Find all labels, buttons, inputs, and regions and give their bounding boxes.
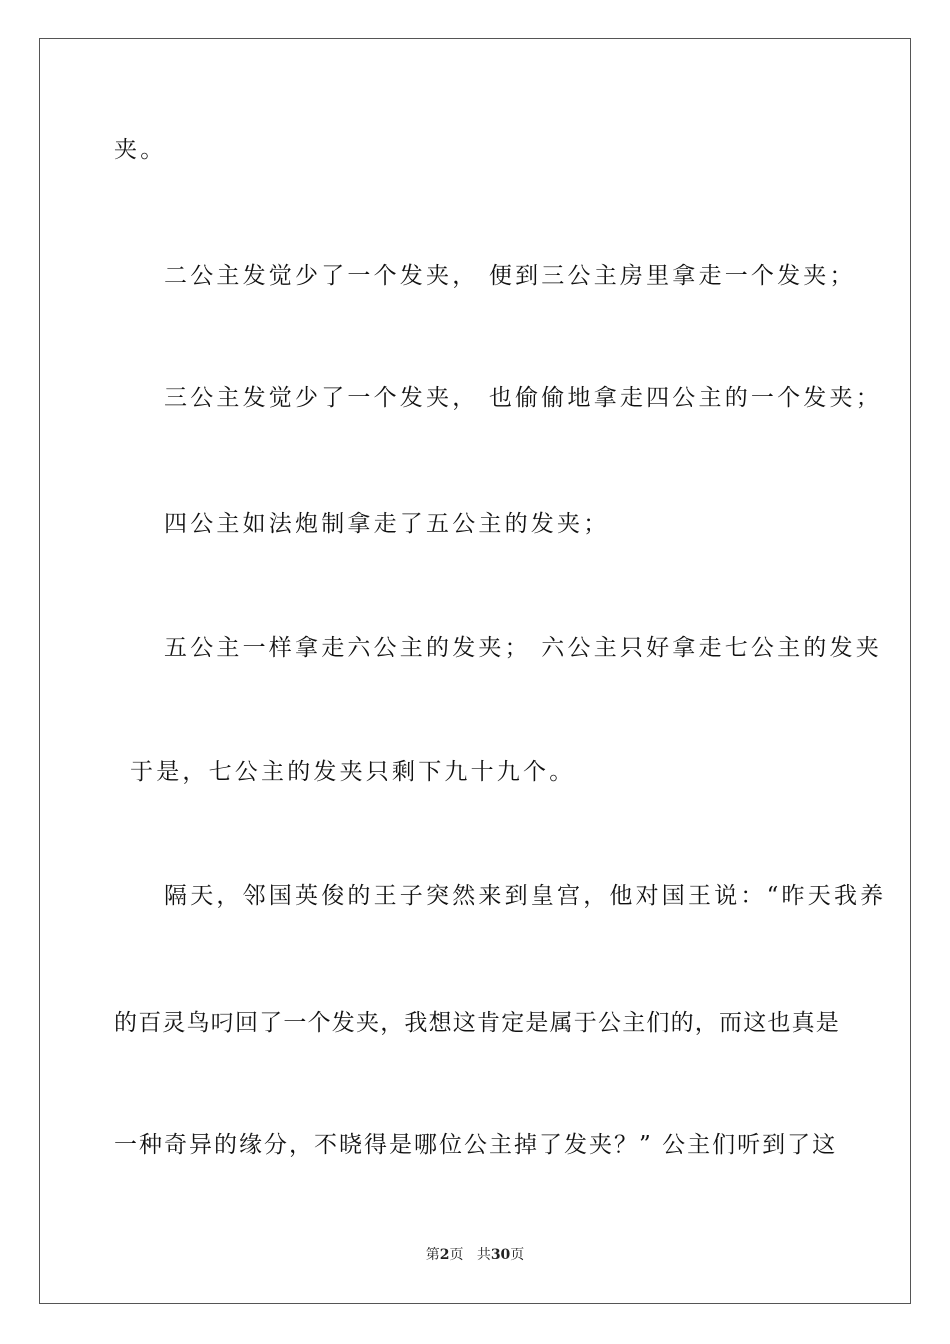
page-suffix: 页 [449, 1247, 464, 1263]
text-line-3: 三公主发觉少了一个发夹， 也偷偷地拿走四公主的一个发夹； [164, 385, 882, 411]
text-line-4: 四公主如法炮制拿走了五公主的发夹； [164, 511, 610, 537]
total-pages: 30 [490, 1247, 511, 1263]
page-frame [39, 38, 911, 1304]
text-line-5: 五公主一样拿走六公主的发夹； 六公主只好拿走七公主的发夹 [164, 635, 882, 661]
total-prefix: 共 [476, 1247, 491, 1263]
text-line-8: 的百灵鸟叼回了一个发夹，我想这肯定是属于公主们的，而这也真是 [114, 1010, 840, 1036]
page-number: 2 [439, 1247, 450, 1263]
text-line-6: 于是，七公主的发夹只剩下九十九个。 [130, 759, 576, 785]
text-line-1: 夹。 [114, 137, 167, 163]
text-line-7: 隔天，邻国英俊的王子突然来到皇宫，他对国王说：“昨天我养 [164, 883, 887, 909]
page-prefix: 第 [425, 1247, 440, 1263]
total-suffix: 页 [510, 1247, 525, 1263]
page-footer [0, 1246, 950, 1264]
text-line-2: 二公主发觉少了一个发夹， 便到三公主房里拿走一个发夹； [164, 263, 856, 289]
text-line-9: 一种奇异的缘分，不晓得是哪位公主掉了发夹？” 公主们听到了这 [114, 1132, 838, 1158]
